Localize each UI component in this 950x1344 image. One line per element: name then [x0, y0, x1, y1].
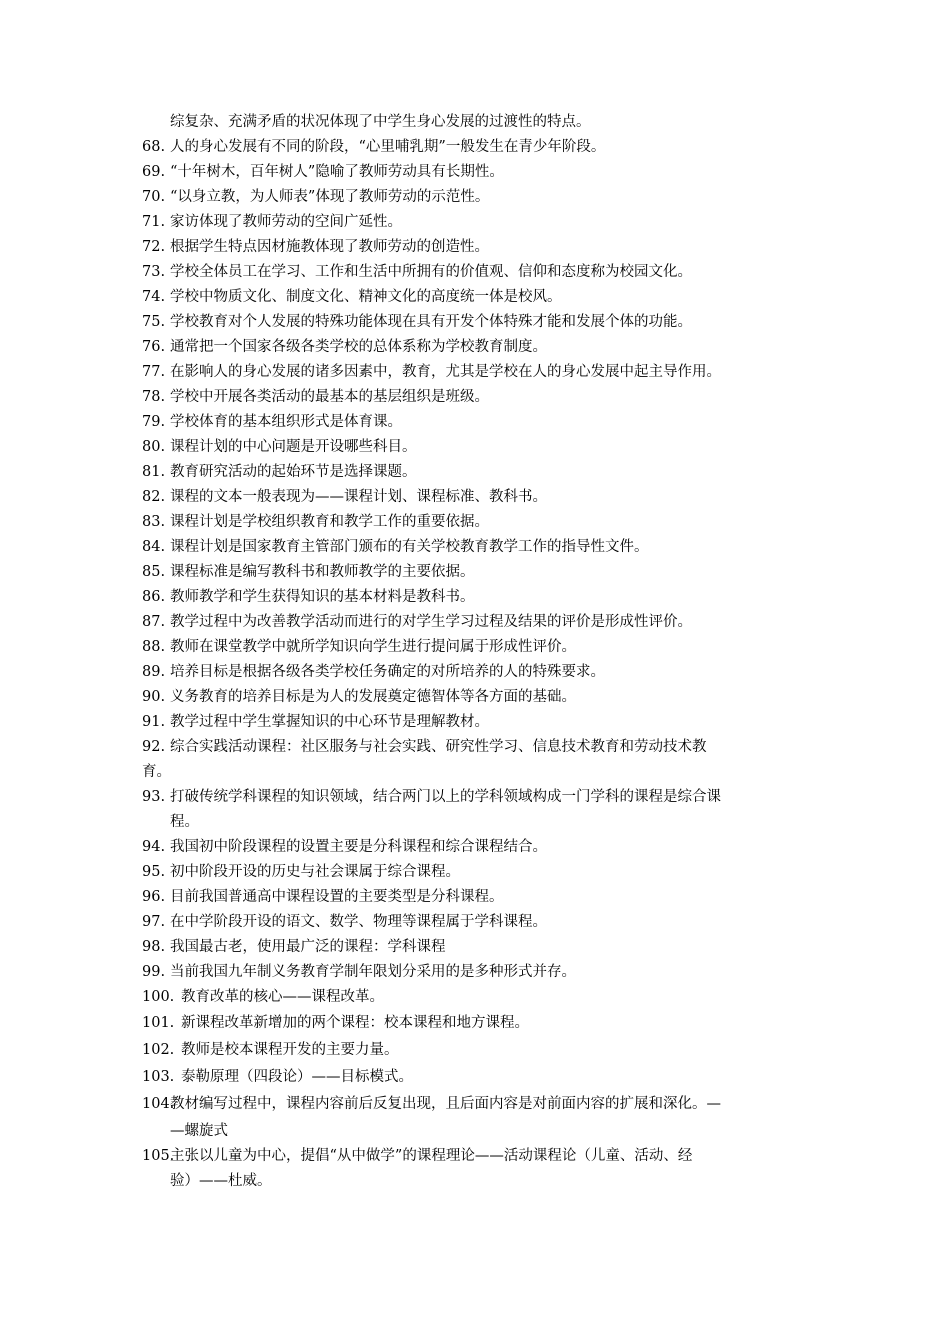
item-number: 100. — [142, 989, 175, 1005]
item-text: 教学过程中学生掌握知识的中心环节是理解教材。 — [170, 714, 489, 730]
item-text: 义务教育的培养目标是为人的发展奠定德智体等各方面的基础。 — [170, 689, 576, 705]
item-text: 教育改革的核心——课程改革。 — [181, 989, 384, 1005]
item-text: 教师是校本课程开发的主要力量。 — [181, 1042, 399, 1058]
list-item — [0, 462, 950, 487]
item-text: 初中阶段开设的历史与社会课属于综合课程。 — [170, 864, 460, 880]
item-text: 学校教育对个人发展的特殊功能体现在具有开发个体特殊才能和发展个体的功能。 — [170, 314, 692, 330]
list-item — [0, 587, 950, 612]
item-text: 人的身心发展有不同的阶段，“心里哺乳期”一般发生在青少年阶段。 — [170, 139, 606, 155]
list-item — [0, 1146, 950, 1171]
item-text: 验）——杜威。 — [170, 1173, 272, 1189]
list-item — [0, 212, 950, 237]
item-number: 94. — [142, 839, 166, 855]
item-number: 102. — [142, 1042, 175, 1058]
item-text: 学校中开展各类活动的最基本的基层组织是班级。 — [170, 389, 489, 405]
item-number: 103. — [142, 1069, 175, 1085]
item-text: 课程标准是编写教科书和教师教学的主要依据。 — [170, 564, 475, 580]
item-number: 79. — [142, 414, 166, 430]
item-text: 综合实践活动课程：社区服务与社会实践、研究性学习、信息技术教育和劳动技术教 — [170, 739, 707, 755]
list-item — [0, 487, 950, 512]
list-item — [0, 737, 950, 762]
list-item — [0, 362, 950, 387]
list-item — [0, 962, 950, 987]
item-text: 新课程改革新增加的两个课程：校本课程和地方课程。 — [181, 1015, 529, 1031]
item-number: 97. — [142, 914, 166, 930]
item-number: 69. — [142, 164, 166, 180]
list-item — [0, 562, 950, 587]
item-number: 71. — [142, 214, 166, 230]
item-text: 培养目标是根据各级各类学校任务确定的对所培养的人的特殊要求。 — [170, 664, 605, 680]
list-item — [0, 912, 950, 937]
item-text: 泰勒原理（四段论）——目标模式。 — [181, 1069, 413, 1085]
item-number: 87. — [142, 614, 166, 630]
list-item — [0, 1121, 950, 1146]
item-text: 目前我国普通高中课程设置的主要类型是分科课程。 — [170, 889, 504, 905]
item-number: 99. — [142, 964, 166, 980]
list-item — [0, 537, 950, 562]
list-item — [0, 112, 950, 137]
list-item — [0, 437, 950, 462]
item-text: “以身立教，为人师表”体现了教师劳动的示范性。 — [170, 189, 490, 205]
item-text: 课程计划的中心问题是开设哪些科目。 — [170, 439, 417, 455]
item-text: 主张以儿童为中心，提倡“从中做学”的课程理论——活动课程论（儿童、活动、经 — [170, 1148, 693, 1164]
list-item — [0, 787, 950, 812]
list-item — [0, 812, 950, 837]
list-item — [0, 1171, 950, 1196]
item-number: 90. — [142, 689, 166, 705]
item-text: 学校体育的基本组织形式是体育课。 — [170, 414, 402, 430]
list-item — [0, 687, 950, 712]
item-number: 104. — [142, 1096, 175, 1112]
item-text: 在中学阶段开设的语文、数学、物理等课程属于学科课程。 — [170, 914, 547, 930]
item-number: 81. — [142, 464, 166, 480]
item-text: 课程计划是国家教育主管部门颁布的有关学校教育教学工作的指导性文件。 — [170, 539, 649, 555]
item-text: 课程计划是学校组织教育和教学工作的重要依据。 — [170, 514, 489, 530]
item-text: 我国初中阶段课程的设置主要是分科课程和综合课程结合。 — [170, 839, 547, 855]
list-item — [0, 312, 950, 337]
item-number: 86. — [142, 589, 166, 605]
item-number: 89. — [142, 664, 166, 680]
item-number: 77. — [142, 364, 166, 380]
list-item — [0, 512, 950, 537]
list-item — [0, 637, 950, 662]
item-list — [0, 112, 950, 1196]
list-item — [0, 662, 950, 687]
list-item — [0, 387, 950, 412]
item-number: 88. — [142, 639, 166, 655]
list-item — [0, 612, 950, 637]
list-item — [0, 187, 950, 212]
list-item — [0, 1040, 950, 1067]
item-number: 76. — [142, 339, 166, 355]
item-number: 105. — [142, 1148, 175, 1164]
item-text: 通常把一个国家各级各类学校的总体系称为学校教育制度。 — [170, 339, 547, 355]
list-item — [0, 1013, 950, 1040]
list-item — [0, 1094, 950, 1121]
item-text: —螺旋式 — [170, 1123, 228, 1139]
item-number: 85. — [142, 564, 166, 580]
item-text: 教学过程中为改善教学活动而进行的对学生学习过程及结果的评价是形成性评价。 — [170, 614, 692, 630]
item-number: 70. — [142, 189, 166, 205]
list-item — [0, 837, 950, 862]
item-number: 101. — [142, 1015, 175, 1031]
list-item — [0, 887, 950, 912]
item-text: 程。 — [170, 814, 199, 830]
item-text: “十年树木，百年树人”隐喻了教师劳动具有长期性。 — [170, 164, 504, 180]
list-item — [0, 237, 950, 262]
list-item — [0, 412, 950, 437]
item-text: 打破传统学科课程的知识领域，结合两门以上的学科领域构成一门学科的课程是综合课 — [170, 789, 721, 805]
item-text: 育。 — [142, 764, 171, 780]
list-item — [0, 262, 950, 287]
item-text: 教师在课堂教学中就所学知识向学生进行提问属于形成性评价。 — [170, 639, 576, 655]
item-text: 当前我国九年制义务教育学制年限划分采用的是多种形式并存。 — [170, 964, 576, 980]
list-item — [0, 287, 950, 312]
item-text: 我国最古老，使用最广泛的课程：学科课程 — [170, 939, 446, 955]
item-number: 96. — [142, 889, 166, 905]
list-item — [0, 987, 950, 1013]
item-text: 学校中物质文化、制度文化、精神文化的高度统一体是校风。 — [170, 289, 562, 305]
list-item — [0, 1067, 950, 1094]
list-item — [0, 762, 950, 787]
item-number: 82. — [142, 489, 166, 505]
item-number: 74. — [142, 289, 166, 305]
list-item — [0, 937, 950, 962]
list-item — [0, 162, 950, 187]
list-item — [0, 712, 950, 737]
item-number: 83. — [142, 514, 166, 530]
item-text: 教育研究活动的起始环节是选择课题。 — [170, 464, 417, 480]
item-number: 68. — [142, 139, 166, 155]
list-item — [0, 862, 950, 887]
item-text: 课程的文本一般表现为——课程计划、课程标准、教科书。 — [170, 489, 547, 505]
item-text: 根据学生特点因材施教体现了教师劳动的创造性。 — [170, 239, 489, 255]
item-number: 80. — [142, 439, 166, 455]
item-number: 91. — [142, 714, 166, 730]
list-item — [0, 137, 950, 162]
item-text: 教师教学和学生获得知识的基本材料是教科书。 — [170, 589, 475, 605]
item-number: 72. — [142, 239, 166, 255]
list-item — [0, 337, 950, 362]
item-number: 73. — [142, 264, 166, 280]
item-text: 家访体现了教师劳动的空间广延性。 — [170, 214, 402, 230]
item-number: 98. — [142, 939, 166, 955]
item-number: 92. — [142, 739, 166, 755]
item-text: 教材编写过程中，课程内容前后反复出现，且后面内容是对前面内容的扩展和深化。— — [170, 1096, 721, 1112]
item-text: 学校全体员工在学习、工作和生活中所拥有的价值观、信仰和态度称为校园文化。 — [170, 264, 692, 280]
item-number: 75. — [142, 314, 166, 330]
item-number: 84. — [142, 539, 166, 555]
item-number: 78. — [142, 389, 166, 405]
item-number: 95. — [142, 864, 166, 880]
item-text: 综复杂、充满矛盾的状况体现了中学生身心发展的过渡性的特点。 — [170, 114, 591, 130]
item-number: 93. — [142, 789, 166, 805]
item-text: 在影响人的身心发展的诸多因素中，教育，尤其是学校在人的身心发展中起主导作用。 — [170, 364, 721, 380]
